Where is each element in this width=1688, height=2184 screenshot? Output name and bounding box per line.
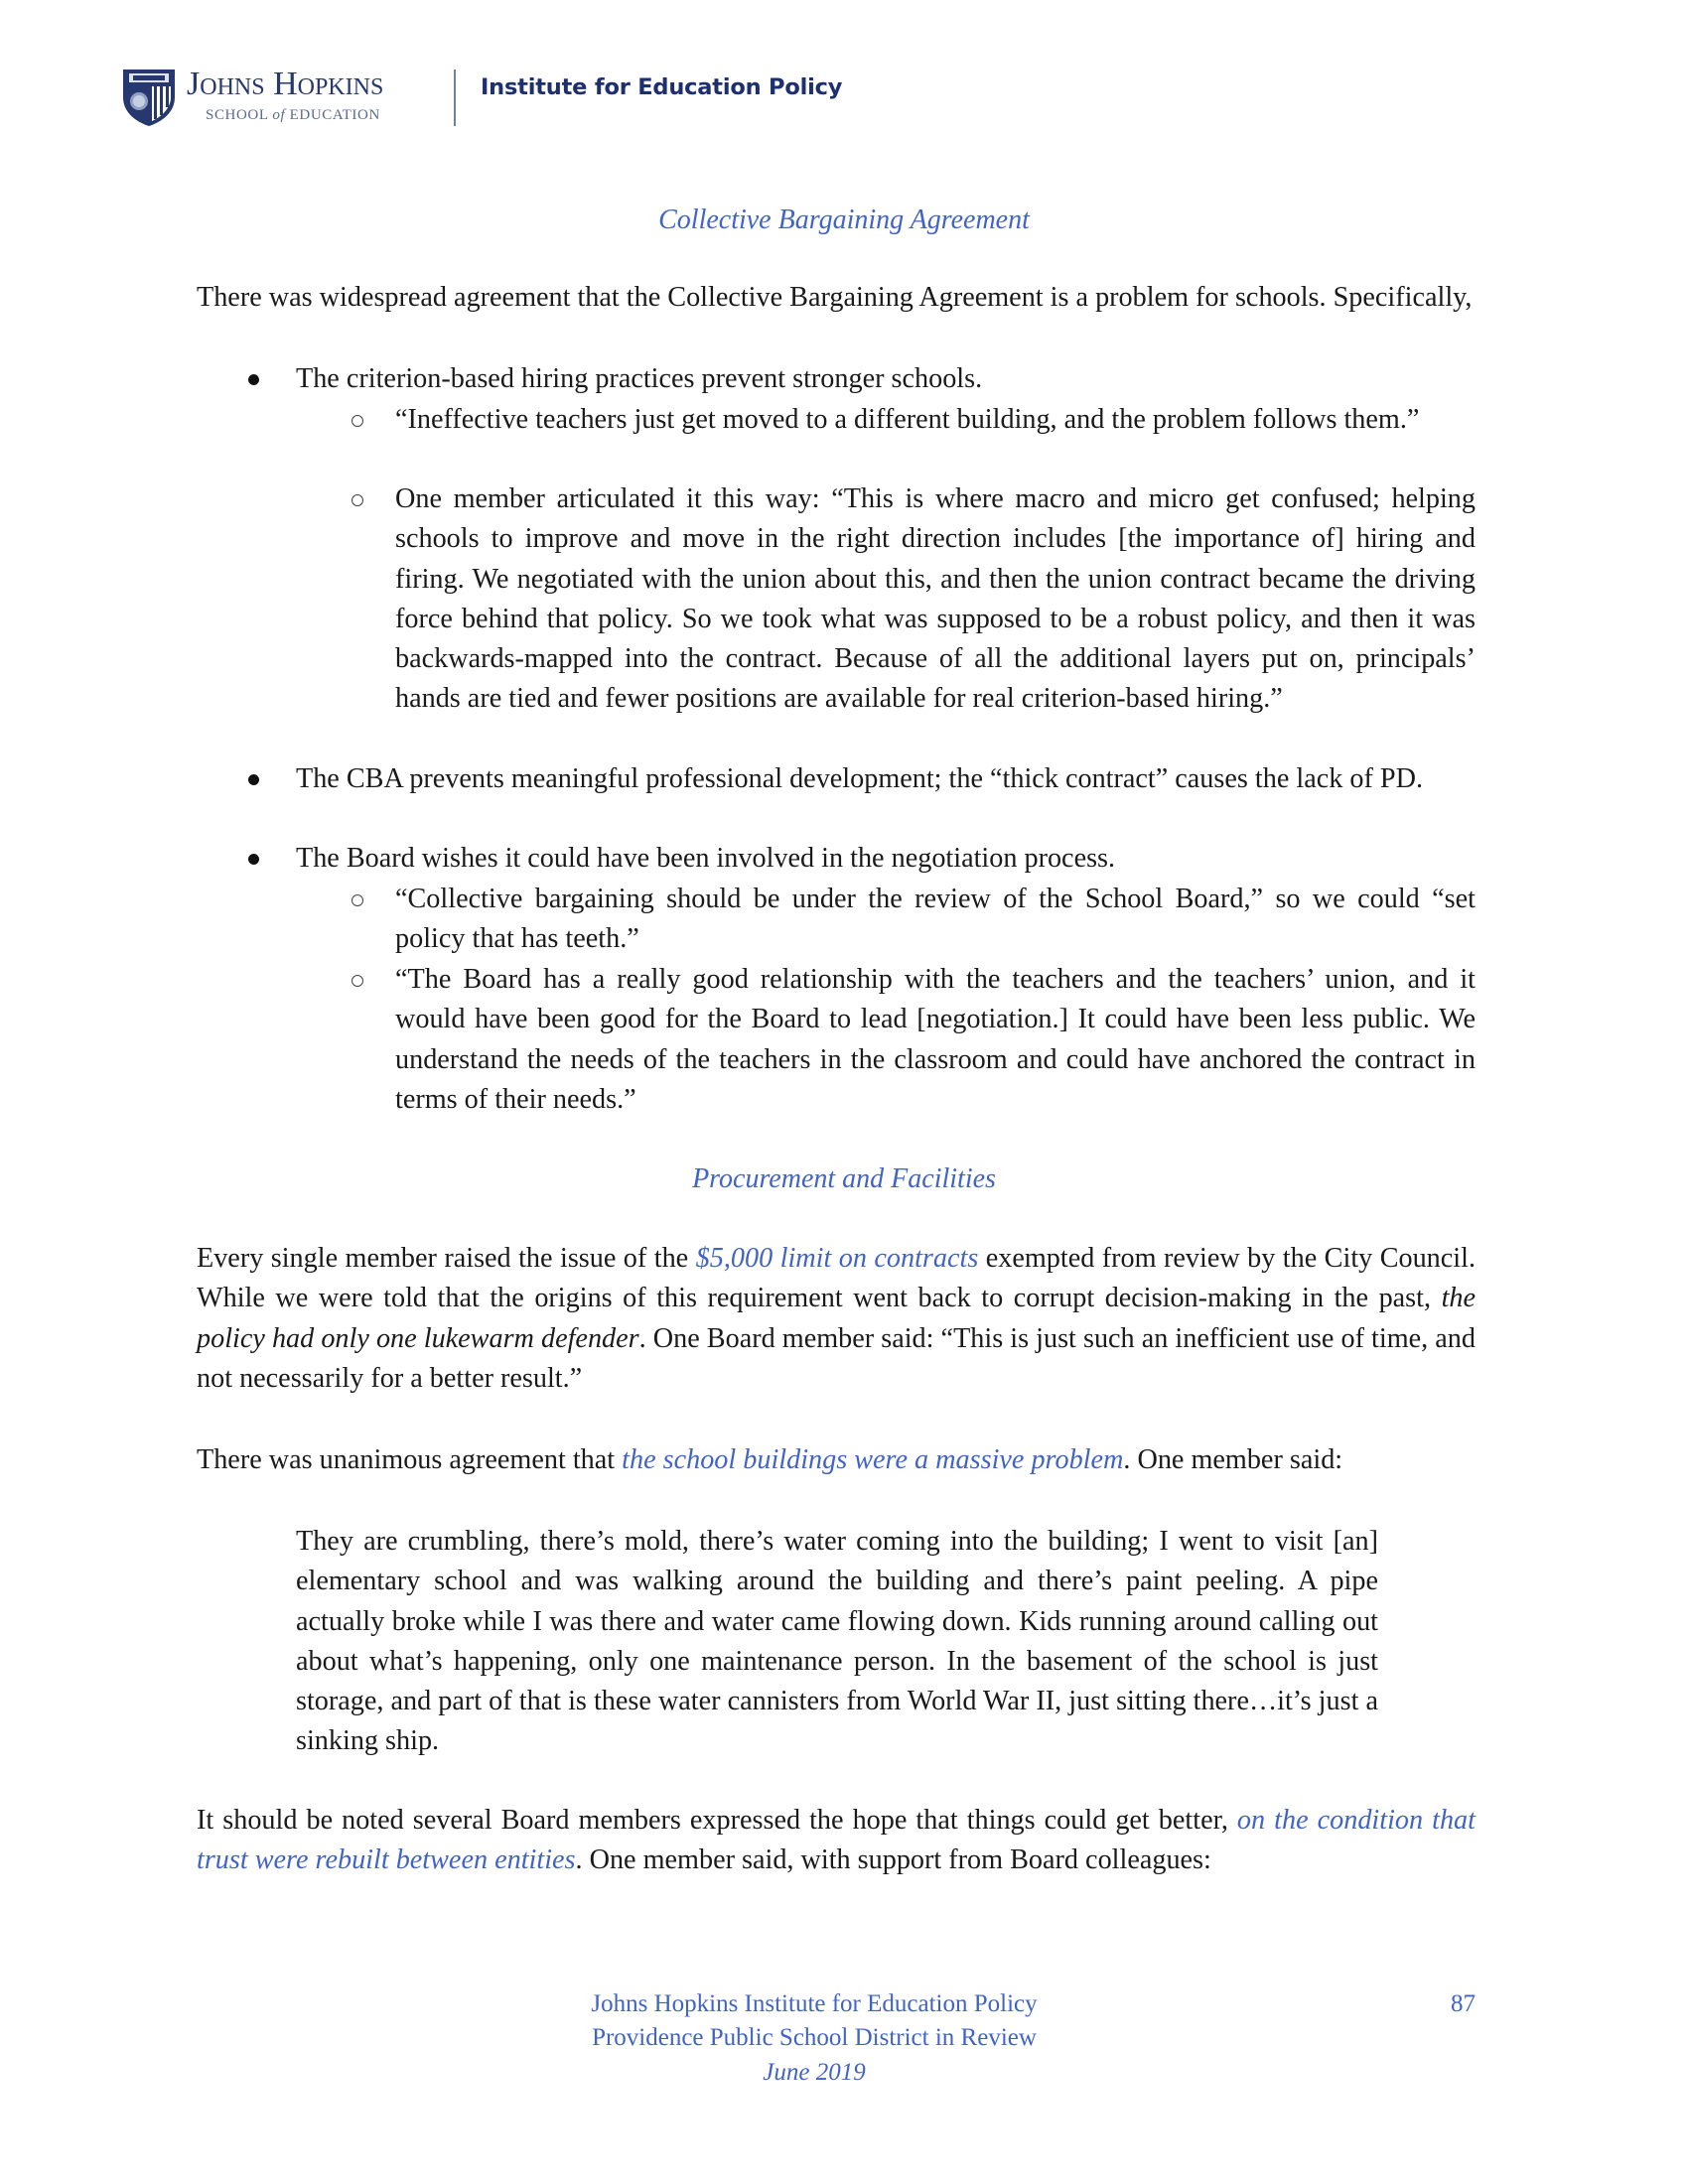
bullet-item: The Board wishes it could have been involved in the negotiation process.: [296, 843, 1116, 874]
highlighted-phrase: the school buildings were a massive problem: [622, 1444, 1124, 1475]
sub-bullet-item: “Ineffective teachers just get moved to a different building, and the problem follows them.”: [395, 404, 1420, 435]
text-segment: . One member said, with support from Board colleagues:: [575, 1844, 1211, 1876]
sub-bullet-circle-icon: [352, 415, 363, 427]
sub-bullet-item: “Collective bargaining should be under the review of the School Board,” so we could “set policy that has teeth.”: [395, 884, 1476, 955]
footer-report-title: Providence Public School District in Review: [592, 2024, 1037, 2051]
section-heading-cba: Collective Bargaining Agreement: [658, 205, 1030, 235]
sub-bullet-circle-icon: [352, 894, 363, 906]
sub-bullet-item: One member articulated it this way: “This is where macro and micro get confused; helping schools to improve and move in the right direction includes [the importance of] hiring and firing. We negotiated with the union about this, and then the union contract became the driving force behind that policy. So we took what was supposed to be a robust policy, and then it was backwards-mapped into the contract. Because of all the additional layers put on, principals’ hands are tied and fewer positions are available for real criterion-based hiring.”: [395, 483, 1476, 715]
sub-bullet-circle-icon: [352, 494, 363, 506]
school-name-part: EDUCATION: [289, 107, 380, 123]
block-quote: They are crumbling, there’s mold, there’s water coming into the building; I went to visit [an] elementary school and was walking around the building and there’s paint peeling. A pipe actually broke while I was there and water came flowing down. Kids running around calling out about what’s happening, only one maintenance person. In the basement of the school is just storage, and part of that is these water cannisters from World War II, just sitting there…it’s just a sinking ship.: [296, 1526, 1378, 1757]
text-segment: Every single member raised the issue of the: [197, 1243, 696, 1274]
section-heading-procurement: Procurement and Facilities: [692, 1163, 996, 1194]
text-segment: . One member said:: [1123, 1444, 1343, 1475]
bullet-item: The CBA prevents meaningful professional development; the “thick contract” causes the lack of PD.: [296, 763, 1423, 794]
procurement-paragraph-3: [197, 1801, 1476, 1881]
emphasized-phrase: the policy had only one lukewarm defender: [197, 1283, 1476, 1354]
cba-intro-paragraph: There was widespread agreement that the Collective Bargaining Agreement is a problem for schools. Specifically,: [197, 282, 1473, 313]
header-divider: [454, 69, 456, 126]
sub-bullet-circle-icon: [352, 975, 363, 987]
text-segment: There was unanimous agreement that: [197, 1444, 623, 1475]
text-segment: exempted from review by the City Council. While we were told that the origins of this requirement went back to corrupt decision-making in the past,: [197, 1243, 1476, 1314]
university-shield-icon: [121, 68, 177, 127]
sub-bullet-item: “The Board has a really good relationship with the teachers and the teachers’ union, and it would have been good for the Board to lead [negotiation.] It could have been less public. We understand the needs of the teachers in the classroom and could have anchored the contract in terms of their needs.”: [395, 964, 1476, 1115]
footer-date: June 2019: [763, 2059, 866, 2086]
bullet-item: The criterion-based hiring practices prevent stronger schools.: [296, 363, 983, 394]
bullet-dot-icon: [248, 774, 259, 785]
highlighted-phrase: on the condition that trust were rebuilt between entities: [197, 1805, 1476, 1876]
text-segment: It should be noted several Board members expressed the hope that things could get better,: [197, 1805, 1237, 1836]
bullet-dot-icon: [248, 374, 259, 385]
text-segment: . One Board member said: “This is just such an inefficient use of time, and not necessarily for a better result.”: [197, 1322, 1476, 1394]
university-name: Johns Hopkins: [187, 66, 384, 102]
footer-institute: Johns Hopkins Institute for Education Policy: [591, 1990, 1038, 2017]
institute-name: Institute for Education Policy: [481, 74, 843, 100]
school-name-part: SCHOOL: [206, 107, 269, 123]
school-name-of: of: [272, 107, 286, 123]
highlighted-phrase: $5,000 limit on contracts: [695, 1243, 979, 1274]
procurement-paragraph-2: [197, 1440, 1476, 1480]
bullet-dot-icon: [248, 854, 259, 865]
procurement-paragraph-1: [197, 1239, 1476, 1399]
school-name: [206, 105, 380, 125]
page-number: 87: [1451, 1990, 1476, 2017]
